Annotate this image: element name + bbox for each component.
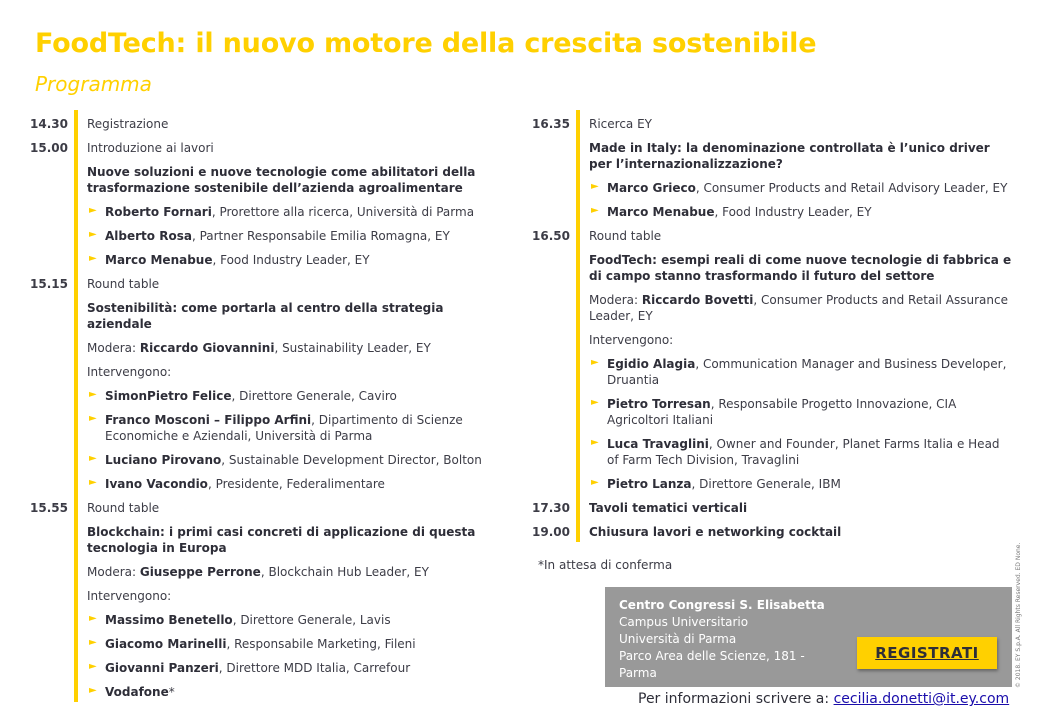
venue-line: Campus Universitario (619, 615, 749, 629)
triangle-right-icon: ► (591, 357, 599, 368)
venue-line: Parco Area delle Scienze, 181 - (619, 649, 805, 663)
session-time: 15.15 (30, 277, 68, 291)
triangle-right-icon: ► (89, 613, 97, 624)
moderator: Modera: Giuseppe Perrone, Blockchain Hub Leader, EY (87, 565, 429, 579)
triangle-right-icon: ► (89, 637, 97, 648)
triangle-right-icon: ► (89, 661, 97, 672)
contact-email-link[interactable]: cecilia.donetti@it.ey.com (833, 691, 1010, 707)
session-topic: FoodTech: esempi reali di come nuove tecnologie di fabbrica e di campo stanno trasformando il futuro del settore (589, 253, 1012, 283)
venue-line: Parma (619, 666, 657, 680)
session-topic: Made in Italy: la denominazione controllata è l’unico driver per l’internazionalizzazione? (589, 141, 990, 171)
session-title: Ricerca EY (589, 117, 652, 131)
session-time: 16.35 (532, 117, 570, 131)
triangle-right-icon: ► (591, 205, 599, 216)
speaker-item: ► SimonPietro Felice, Direttore Generale, Caviro (89, 389, 397, 403)
speakers-label: Intervengono: (87, 589, 172, 603)
speaker-item: ► Egidio Alagia, Communication Manager and Business Developer, Druantia (591, 357, 1007, 387)
contact-info (638, 691, 1009, 707)
contact-label: Per informazioni scrivere a: (638, 691, 834, 707)
speaker-item: ► Marco Grieco, Consumer Products and Retail Advisory Leader, EY (591, 181, 1008, 195)
confirmation-note: *In attesa di conferma (538, 558, 673, 572)
speaker-item: ► Giovanni Panzeri, Direttore MDD Italia, Carrefour (89, 661, 411, 675)
speaker-item: ► Marco Menabue, Food Industry Leader, EY (89, 253, 370, 267)
triangle-right-icon: ► (89, 685, 97, 696)
triangle-right-icon: ► (89, 205, 97, 216)
session-title: Tavoli tematici verticali (589, 501, 748, 515)
session-1635 (532, 110, 1012, 222)
program-left-column (30, 110, 500, 702)
session-1555 (30, 494, 500, 702)
session-1730 (532, 494, 1012, 518)
session-title: Introduzione ai lavori (87, 141, 214, 155)
speaker-item: ► Ivano Vacondio, Presidente, Federalimentare (89, 477, 385, 491)
speaker-item: ► Alberto Rosa, Partner Responsabile Emilia Romagna, EY (89, 229, 450, 243)
session-1430 (30, 110, 500, 134)
program-right-column (532, 110, 1012, 542)
register-button[interactable]: REGISTRATI (857, 637, 997, 669)
speakers-label: Intervengono: (589, 333, 674, 347)
session-time: 14.30 (30, 117, 68, 131)
speaker-item: ► Luciano Pirovano, Sustainable Development Director, Bolton (89, 453, 482, 467)
session-topic: Blockchain: i primi casi concreti di applicazione di questa tecnologia in Europa (87, 525, 476, 555)
session-time: 17.30 (532, 501, 570, 515)
session-time: 16.50 (532, 229, 570, 243)
triangle-right-icon: ► (89, 253, 97, 264)
triangle-right-icon: ► (89, 453, 97, 464)
session-1500 (30, 134, 500, 270)
speaker-item: ► Giacomo Marinelli, Responsabile Marketing, Fileni (89, 637, 416, 651)
triangle-right-icon: ► (89, 229, 97, 240)
session-time: 15.55 (30, 501, 68, 515)
triangle-right-icon: ► (591, 181, 599, 192)
speaker-item: ► Pietro Lanza, Direttore Generale, IBM (591, 477, 841, 491)
session-title: Registrazione (87, 117, 169, 131)
session-1515 (30, 270, 500, 494)
moderator: Modera: Riccardo Giovannini, Sustainability Leader, EY (87, 341, 431, 355)
speaker-item: ► Roberto Fornari, Prorettore alla ricerca, Università di Parma (89, 205, 475, 219)
venue-name: Centro Congressi S. Elisabetta (619, 598, 825, 612)
session-1650 (532, 222, 1012, 494)
session-topic: Nuove soluzioni e nuove tecnologie come abilitatori della trasformazione sostenibile dell’azienda agroalimentare (87, 165, 476, 195)
triangle-right-icon: ► (89, 477, 97, 488)
triangle-right-icon: ► (591, 437, 599, 448)
page-subtitle: Programma (35, 72, 152, 96)
moderator: Modera: Riccardo Bovetti, Consumer Products and Retail Assurance Leader, EY (589, 293, 1008, 323)
speaker-item: ► Franco Mosconi – Filippo Arfini, Dipartimento di Scienze Economiche e Aziendali, Università di Parma (89, 413, 463, 443)
triangle-right-icon: ► (591, 477, 599, 488)
venue-line: Università di Parma (619, 632, 737, 646)
page-title: FoodTech: il nuovo motore della crescita sostenibile (35, 28, 817, 59)
session-1900 (532, 518, 1012, 542)
session-title: Round table (87, 501, 160, 515)
triangle-right-icon: ► (89, 413, 97, 424)
session-title: Round table (87, 277, 160, 291)
session-title: Round table (589, 229, 662, 243)
session-title: Chiusura lavori e networking cocktail (589, 525, 842, 539)
triangle-right-icon: ► (89, 389, 97, 400)
triangle-right-icon: ► (591, 397, 599, 408)
speaker-item: ► Marco Menabue, Food Industry Leader, EY (591, 205, 872, 219)
speaker-item: ► Vodafone* (89, 685, 175, 699)
session-time: 19.00 (532, 525, 570, 539)
speaker-item: ► Pietro Torresan, Responsabile Progetto Innovazione, CIA Agricoltori Italiani (591, 397, 957, 427)
speaker-item: ► Luca Travaglini, Owner and Founder, Planet Farms Italia e Head of Farm Tech Division, Travaglini (591, 437, 1000, 467)
speaker-item: ► Massimo Benetello, Direttore Generale, Lavis (89, 613, 391, 627)
session-time: 15.00 (30, 141, 68, 155)
copyright-text: © 2018. EY S.p.A. All Rights Reserved. ED None. (1015, 542, 1022, 688)
session-topic: Sostenibilità: come portarla al centro della strategia aziendale (87, 301, 444, 331)
speakers-label: Intervengono: (87, 365, 172, 379)
